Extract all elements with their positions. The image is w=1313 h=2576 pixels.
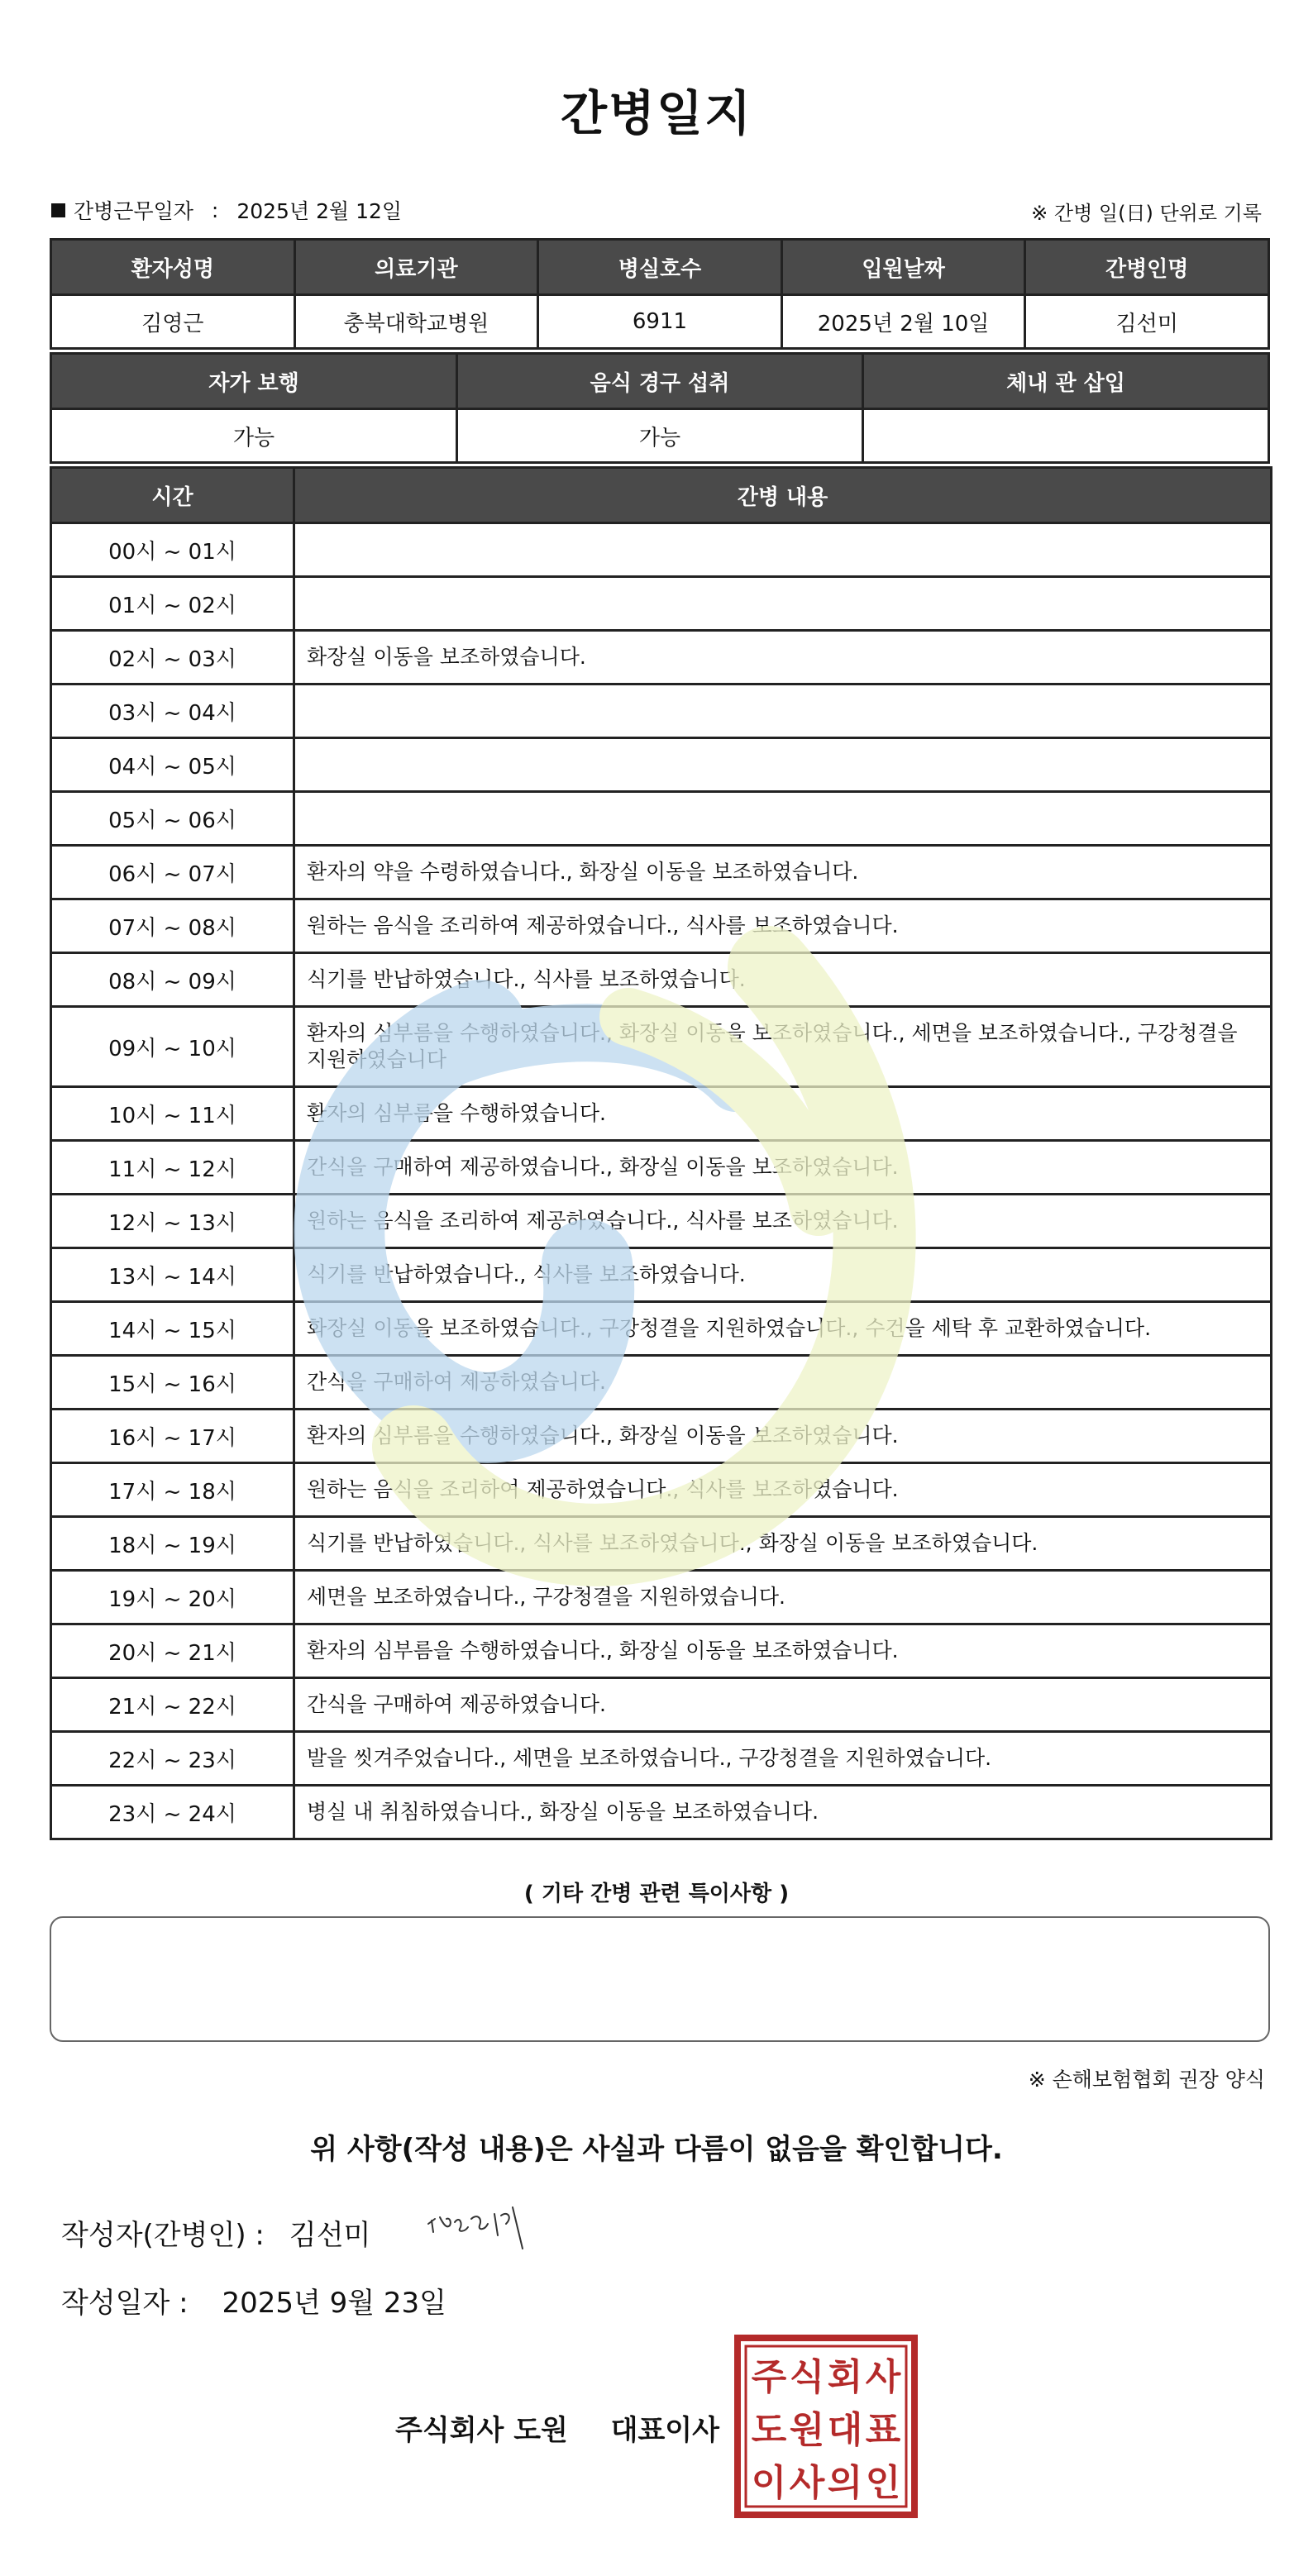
ability-header-row <box>51 354 1269 409</box>
work-date-row <box>51 195 402 225</box>
log-time-cell: 21시 ~ 22시 <box>51 1678 294 1732</box>
log-time-cell: 00시 ~ 01시 <box>51 523 294 577</box>
writer-row <box>61 2212 370 2253</box>
seal-glyph: 회 <box>827 2356 863 2398</box>
self-walking-value: 가능 <box>51 409 457 463</box>
seal-glyph: 사 <box>865 2356 901 2398</box>
table-row <box>51 685 1272 738</box>
log-content-cell: 세면을 보조하였습니다., 구강청결을 지원하였습니다. <box>294 1571 1272 1624</box>
log-time-cell: 15시 ~ 16시 <box>51 1356 294 1410</box>
care-log-table <box>50 466 1272 1840</box>
log-content-cell: 원하는 음식을 조리하여 제공하였습니다., 식사를 보조하였습니다. <box>294 1195 1272 1248</box>
table-row <box>51 1087 1272 1141</box>
ability-value-row <box>51 409 1269 463</box>
log-content-cell <box>294 738 1272 792</box>
notes-box <box>50 1916 1270 2042</box>
log-time-cell: 04시 ~ 05시 <box>51 738 294 792</box>
log-time-cell: 22시 ~ 23시 <box>51 1732 294 1786</box>
work-date-value: 2025년 2월 12일 <box>236 199 403 223</box>
table-row <box>51 1571 1272 1624</box>
log-content-cell: 환자의 심부름을 수행하였습니다., 화장실 이동을 보조하였습니다., 세면을 보조하였습니다., 구강청결을 지원하였습니다 <box>294 1007 1272 1087</box>
room-number-value: 6911 <box>538 295 782 349</box>
log-content-cell: 화장실 이동을 보조하였습니다., 구강청결을 지원하였습니다., 수건을 세탁 후 교환하였습니다. <box>294 1302 1272 1356</box>
header-oral-intake: 음식 경구 섭취 <box>457 354 863 409</box>
table-row <box>51 953 1272 1007</box>
header-care-content: 간병 내용 <box>294 468 1272 523</box>
patient-info-header-row <box>51 240 1269 295</box>
writer-label: 작성자(간병인) : <box>61 2219 265 2252</box>
header-hospital: 의료기관 <box>294 240 538 295</box>
company-seal-stamp <box>731 2331 921 2521</box>
log-content-cell: 환자의 심부름을 수행하였습니다., 화장실 이동을 보조하였습니다. <box>294 1410 1272 1463</box>
header-tube-insertion: 체내 관 삽입 <box>863 354 1269 409</box>
log-content-cell: 원하는 음식을 조리하여 제공하였습니다., 식사를 보조하였습니다. <box>294 899 1272 953</box>
caregiver-name-value: 김선미 <box>1025 295 1269 349</box>
company-signature-line <box>395 2407 719 2448</box>
log-content-cell: 간식을 구매하여 제공하였습니다., 화장실 이동을 보조하였습니다. <box>294 1141 1272 1195</box>
table-row <box>51 792 1272 846</box>
patient-ability-table <box>50 352 1270 464</box>
seal-glyph: 원 <box>789 2409 825 2451</box>
table-row <box>51 1463 1272 1517</box>
header-time: 시간 <box>51 468 294 523</box>
table-row <box>51 1141 1272 1195</box>
table-row <box>51 1356 1272 1410</box>
log-time-cell: 20시 ~ 21시 <box>51 1624 294 1678</box>
table-row <box>51 577 1272 631</box>
log-time-cell: 19시 ~ 20시 <box>51 1571 294 1624</box>
log-time-cell: 13시 ~ 14시 <box>51 1248 294 1302</box>
log-content-cell: 간식을 구매하여 제공하였습니다. <box>294 1678 1272 1732</box>
seal-glyph: 이 <box>751 2462 787 2504</box>
log-content-cell: 식기를 반납하였습니다., 식사를 보조하였습니다. <box>294 953 1272 1007</box>
table-row <box>51 631 1272 685</box>
seal-glyph: 대 <box>827 2409 863 2451</box>
header-caregiver-name: 간병인명 <box>1025 240 1269 295</box>
tube-insertion-value <box>863 409 1269 463</box>
seal-glyph: 사 <box>789 2462 825 2504</box>
table-row <box>51 1410 1272 1463</box>
work-date-label: 간병근무일자 <box>74 199 193 223</box>
log-time-cell: 06시 ~ 07시 <box>51 846 294 899</box>
log-content-cell: 식기를 반납하였습니다., 식사를 보조하였습니다., 화장실 이동을 보조하였습니다. <box>294 1517 1272 1571</box>
notes-title: ( 기타 간병 관련 특이사항 ) <box>523 1882 790 1906</box>
admission-date-value: 2025년 2월 10일 <box>781 295 1025 349</box>
seal-glyph: 인 <box>865 2462 901 2504</box>
patient-info-value-row <box>51 295 1269 349</box>
table-row <box>51 523 1272 577</box>
header-admission-date: 입원날짜 <box>781 240 1025 295</box>
confirmation-statement: 위 사항(작성 내용)은 사실과 다름이 없음을 확인합니다. <box>310 2133 1003 2166</box>
written-date-row <box>61 2280 446 2321</box>
log-content-cell: 식기를 반납하였습니다., 식사를 보조하였습니다. <box>294 1248 1272 1302</box>
log-time-cell: 12시 ~ 13시 <box>51 1195 294 1248</box>
log-time-cell: 02시 ~ 03시 <box>51 631 294 685</box>
hospital-value: 충북대학교병원 <box>294 295 538 349</box>
seal-glyph: 식 <box>789 2356 825 2398</box>
table-row <box>51 1786 1272 1839</box>
form-note: ※ 손해보험협회 권장 양식 <box>1028 2068 1265 2092</box>
log-time-cell: 23시 ~ 24시 <box>51 1786 294 1839</box>
log-time-cell: 05시 ~ 06시 <box>51 792 294 846</box>
table-row <box>51 1678 1272 1732</box>
log-content-cell: 환자의 심부름을 수행하였습니다. <box>294 1087 1272 1141</box>
log-content-cell <box>294 792 1272 846</box>
log-content-cell: 원하는 음식을 조리하여 제공하였습니다., 식사를 보조하였습니다. <box>294 1463 1272 1517</box>
table-row <box>51 1517 1272 1571</box>
log-time-cell: 16시 ~ 17시 <box>51 1410 294 1463</box>
writer-name: 김선미 <box>289 2219 371 2252</box>
header-room-number: 병실호수 <box>538 240 782 295</box>
log-time-cell: 08시 ~ 09시 <box>51 953 294 1007</box>
seal-glyph: 도 <box>751 2409 787 2451</box>
company-name: 주식회사 도원 <box>395 2414 568 2447</box>
patient-name-value: 김영근 <box>51 295 295 349</box>
log-time-cell: 11시 ~ 12시 <box>51 1141 294 1195</box>
log-time-cell: 07시 ~ 08시 <box>51 899 294 953</box>
log-time-cell: 17시 ~ 18시 <box>51 1463 294 1517</box>
log-time-cell: 14시 ~ 15시 <box>51 1302 294 1356</box>
seal-glyph: 주 <box>751 2356 787 2398</box>
care-log-header-row <box>51 468 1272 523</box>
table-row <box>51 1302 1272 1356</box>
table-row <box>51 1732 1272 1786</box>
page-title: 간병일지 <box>560 85 753 141</box>
log-time-cell: 09시 ~ 10시 <box>51 1007 294 1087</box>
log-content-cell: 간식을 구매하여 제공하였습니다. <box>294 1356 1272 1410</box>
table-row <box>51 1248 1272 1302</box>
table-row <box>51 1195 1272 1248</box>
table-row <box>51 738 1272 792</box>
written-date-label: 작성일자 : <box>61 2287 189 2320</box>
header-self-walking: 자가 보행 <box>51 354 457 409</box>
log-content-cell: 환자의 심부름을 수행하였습니다., 화장실 이동을 보조하였습니다. <box>294 1624 1272 1678</box>
square-bullet-icon <box>51 203 65 217</box>
oral-intake-value: 가능 <box>457 409 863 463</box>
log-content-cell: 환자의 약을 수령하였습니다., 화장실 이동을 보조하였습니다. <box>294 846 1272 899</box>
header-patient-name: 환자성명 <box>51 240 295 295</box>
care-log-body <box>51 523 1272 1839</box>
log-content-cell <box>294 523 1272 577</box>
table-row <box>51 899 1272 953</box>
company-role: 대표이사 <box>610 2414 719 2447</box>
table-row <box>51 1007 1272 1087</box>
written-date-value: 2025년 9월 23일 <box>222 2287 447 2320</box>
table-row <box>51 1624 1272 1678</box>
log-content-cell: 발을 씻겨주었습니다., 세면을 보조하였습니다., 구강청결을 지원하였습니다. <box>294 1732 1272 1786</box>
record-note: ※ 간병 일(日) 단위로 기록 <box>1031 202 1262 225</box>
log-content-cell <box>294 577 1272 631</box>
seal-glyph: 의 <box>827 2462 863 2504</box>
log-content-cell: 병실 내 취침하였습니다., 화장실 이동을 보조하였습니다. <box>294 1786 1272 1839</box>
log-content-cell <box>294 685 1272 738</box>
log-time-cell: 01시 ~ 02시 <box>51 577 294 631</box>
seal-glyph: 표 <box>865 2409 901 2451</box>
table-row <box>51 846 1272 899</box>
log-time-cell: 03시 ~ 04시 <box>51 685 294 738</box>
log-time-cell: 18시 ~ 19시 <box>51 1517 294 1571</box>
signature-icon <box>422 2199 529 2257</box>
log-time-cell: 10시 ~ 11시 <box>51 1087 294 1141</box>
log-content-cell: 화장실 이동을 보조하였습니다. <box>294 631 1272 685</box>
patient-info-table <box>50 238 1270 350</box>
work-date-colon: : <box>211 198 219 222</box>
